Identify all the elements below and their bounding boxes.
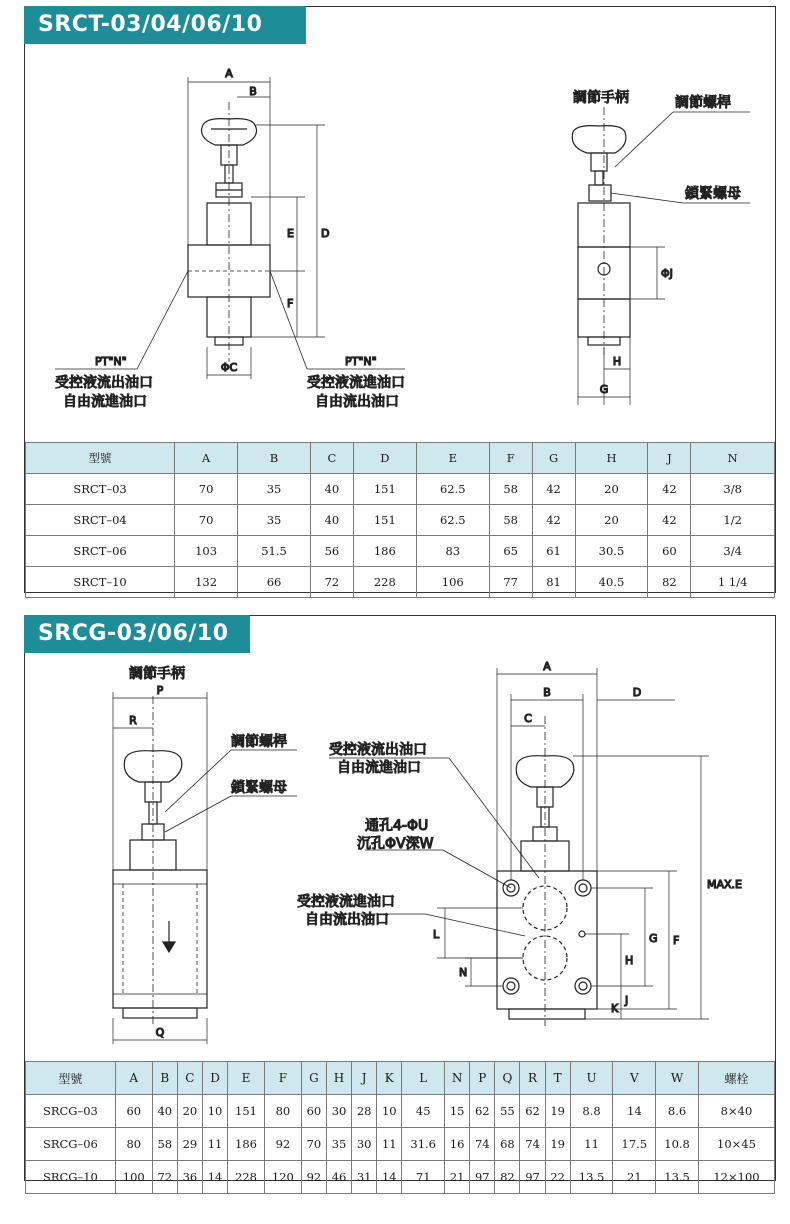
table-cell: 72 <box>152 1161 177 1194</box>
table-cell: 16 <box>445 1128 470 1161</box>
table-cell: 11 <box>202 1128 227 1161</box>
table-cell: 120 <box>264 1161 301 1194</box>
table-cell: 66 <box>238 567 311 598</box>
table-cell: 100 <box>115 1161 152 1194</box>
table-cell: 70 <box>175 474 238 505</box>
table-cell: 80 <box>115 1128 152 1161</box>
table-cell: 103 <box>175 536 238 567</box>
table-cell: 60 <box>301 1095 326 1128</box>
dim-a-label: A <box>225 67 233 80</box>
table-cell: 82 <box>648 567 691 598</box>
label-in-port-2: 自由流出油口 <box>305 912 389 928</box>
column-header: E <box>416 443 489 474</box>
table-cell: 14 <box>613 1095 656 1128</box>
column-header: A <box>115 1062 152 1095</box>
table-cell: 151 <box>353 505 416 536</box>
table-cell: 30.5 <box>575 536 648 567</box>
table-cell: 42 <box>532 474 575 505</box>
table-row <box>26 567 775 598</box>
dim-l-label: L <box>433 928 440 941</box>
table-cell: 20 <box>177 1095 202 1128</box>
dim-q-label: Q <box>155 1026 165 1039</box>
table-cell: 29 <box>177 1128 202 1161</box>
table-cell: 40.5 <box>575 567 648 598</box>
dim-c-label: ΦC <box>220 361 238 374</box>
srcg-spec-table <box>25 1061 775 1194</box>
table-cell: SRCG–06 <box>26 1128 116 1161</box>
dim-h-label: H <box>612 355 622 368</box>
table-cell: 14 <box>202 1161 227 1194</box>
table-cell: 22 <box>545 1161 570 1194</box>
table-cell: 60 <box>648 536 691 567</box>
table-cell: 15 <box>445 1095 470 1128</box>
label-out-port-2: 自由流進油口 <box>337 760 421 776</box>
table-cell: 45 <box>402 1095 445 1128</box>
label-screw: 調節螺桿 <box>231 734 287 750</box>
column-header: 螺栓 <box>698 1062 774 1095</box>
srct-side-view <box>572 107 750 405</box>
srcg-title: SRCG-03/06/10 <box>24 615 250 653</box>
table-cell: 8×40 <box>698 1095 774 1128</box>
table-cell: 19 <box>545 1095 570 1128</box>
table-cell: 40 <box>311 505 354 536</box>
label-pt-left: PT"N" <box>95 355 127 368</box>
dim-maxe-label: MAX.E <box>707 878 742 891</box>
table-cell: 3/4 <box>691 536 775 567</box>
table-cell: 36 <box>177 1161 202 1194</box>
label-through-hole: 通孔4-ΦU <box>365 818 429 834</box>
table-cell: 62.5 <box>416 505 489 536</box>
table-cell: 51.5 <box>238 536 311 567</box>
table-cell: 20 <box>575 474 648 505</box>
srct-drawing <box>25 7 775 442</box>
table-cell: 1/2 <box>691 505 775 536</box>
label-handle: 調節手柄 <box>129 666 185 682</box>
table-cell: 46 <box>326 1161 351 1194</box>
table-cell: 151 <box>228 1095 265 1128</box>
table-cell: 97 <box>470 1161 495 1194</box>
table-cell: 31 <box>352 1161 377 1194</box>
column-header: D <box>202 1062 227 1095</box>
table-header-row <box>26 1062 775 1095</box>
table-cell: 62 <box>470 1095 495 1128</box>
column-header: F <box>264 1062 301 1095</box>
dim-f-label: F <box>673 934 680 947</box>
srct-front-view <box>55 77 405 379</box>
table-cell: 40 <box>311 474 354 505</box>
table-cell: 42 <box>648 474 691 505</box>
table-cell: 132 <box>175 567 238 598</box>
column-header: C <box>311 443 354 474</box>
table-row <box>26 474 775 505</box>
dim-p-label: P <box>156 684 164 697</box>
table-cell: 8.8 <box>570 1095 613 1128</box>
table-cell: 106 <box>416 567 489 598</box>
table-header-row <box>26 443 775 474</box>
table-cell: 71 <box>402 1161 445 1194</box>
column-header: D <box>353 443 416 474</box>
column-header: B <box>152 1062 177 1095</box>
table-cell: 83 <box>416 536 489 567</box>
table-cell: 21 <box>613 1161 656 1194</box>
dim-a-label: A <box>543 660 551 673</box>
dim-g-label: G <box>649 932 658 945</box>
column-header: G <box>301 1062 326 1095</box>
table-cell: 42 <box>532 505 575 536</box>
table-cell: 62.5 <box>416 474 489 505</box>
table-cell: 1 1/4 <box>691 567 775 598</box>
table-cell: 55 <box>495 1095 520 1128</box>
column-header: J <box>648 443 691 474</box>
table-cell: 31.6 <box>402 1128 445 1161</box>
table-cell: 65 <box>489 536 532 567</box>
dim-g-label: G <box>599 383 609 396</box>
table-row <box>26 505 775 536</box>
column-header: F <box>489 443 532 474</box>
table-cell: SRCT–04 <box>26 505 175 536</box>
table-cell: 30 <box>352 1128 377 1161</box>
table-cell: 151 <box>353 474 416 505</box>
handle-icon <box>572 126 626 153</box>
table-cell: SRCT–10 <box>26 567 175 598</box>
table-cell: 30 <box>326 1095 351 1128</box>
table-cell: 58 <box>489 505 532 536</box>
table-cell: 13.5 <box>570 1161 613 1194</box>
dim-e-label: E <box>287 227 294 240</box>
label-nut: 鎖緊螺母 <box>231 780 287 796</box>
table-cell: 28 <box>352 1095 377 1128</box>
table-row <box>26 536 775 567</box>
column-header: L <box>402 1062 445 1095</box>
table-cell: 70 <box>301 1128 326 1161</box>
table-cell: 10 <box>377 1095 402 1128</box>
table-row <box>26 1128 775 1161</box>
column-header: U <box>570 1062 613 1095</box>
table-cell: 11 <box>377 1128 402 1161</box>
table-cell: 35 <box>238 474 311 505</box>
column-header: E <box>228 1062 265 1095</box>
table-cell: 8.6 <box>656 1095 699 1128</box>
table-cell: 58 <box>152 1128 177 1161</box>
srcg-panel <box>24 615 776 1184</box>
column-header: Q <box>495 1062 520 1095</box>
table-cell: 56 <box>311 536 354 567</box>
table-cell: 10 <box>202 1095 227 1128</box>
table-cell: 60 <box>115 1095 152 1128</box>
dim-j-label: J <box>625 994 629 1007</box>
dim-j-label: ΦJ <box>661 267 673 280</box>
table-cell: 61 <box>532 536 575 567</box>
table-cell: 72 <box>311 567 354 598</box>
table-cell: 40 <box>152 1095 177 1128</box>
dim-n-label: N <box>459 966 468 979</box>
table-row <box>26 1161 775 1194</box>
srct-panel <box>24 6 776 593</box>
table-cell: 68 <box>495 1128 520 1161</box>
dim-d-label: D <box>321 227 330 240</box>
table-cell: 11 <box>570 1128 613 1161</box>
dim-b-label: B <box>543 686 551 699</box>
table-cell: 10×45 <box>698 1128 774 1161</box>
column-header: K <box>377 1062 402 1095</box>
label-screw: 調節螺桿 <box>675 95 731 111</box>
srcg-drawing <box>25 616 775 1061</box>
table-cell: 70 <box>175 505 238 536</box>
table-cell: 21 <box>445 1161 470 1194</box>
dim-b-label: B <box>249 85 257 98</box>
column-header: 型號 <box>26 1062 116 1095</box>
table-cell: 35 <box>326 1128 351 1161</box>
table-cell: 80 <box>264 1095 301 1128</box>
column-header: P <box>470 1062 495 1095</box>
column-header: B <box>238 443 311 474</box>
column-header: T <box>545 1062 570 1095</box>
srct-title: SRCT-03/04/06/10 <box>24 6 306 44</box>
table-cell: 19 <box>545 1128 570 1161</box>
table-cell: 20 <box>575 505 648 536</box>
column-header: V <box>613 1062 656 1095</box>
table-cell: 42 <box>648 505 691 536</box>
table-cell: SRCT–03 <box>26 474 175 505</box>
table-cell: 81 <box>532 567 575 598</box>
column-header: G <box>532 443 575 474</box>
table-cell: 17.5 <box>613 1128 656 1161</box>
table-row <box>26 1095 775 1128</box>
label-pt-right: PT"N" <box>345 355 377 368</box>
column-header: C <box>177 1062 202 1095</box>
table-cell: 10.8 <box>656 1128 699 1161</box>
table-cell: 74 <box>520 1128 545 1161</box>
table-cell: 14 <box>377 1161 402 1194</box>
column-header: J <box>352 1062 377 1095</box>
column-header: N <box>445 1062 470 1095</box>
table-cell: 3/8 <box>691 474 775 505</box>
table-cell: 97 <box>520 1161 545 1194</box>
dim-f-label: F <box>287 297 294 310</box>
table-cell: 186 <box>353 536 416 567</box>
table-cell: SRCG–10 <box>26 1161 116 1194</box>
label-right-port-1: 受控液流進油口 <box>307 375 405 391</box>
table-cell: 92 <box>301 1161 326 1194</box>
table-cell: 92 <box>264 1128 301 1161</box>
table-cell: SRCT–06 <box>26 536 175 567</box>
label-nut: 鎖緊螺母 <box>685 186 741 202</box>
table-cell: 62 <box>520 1095 545 1128</box>
column-header: 型號 <box>26 443 175 474</box>
label-counterbore: 沉孔ΦV深W <box>357 836 434 852</box>
column-header: H <box>575 443 648 474</box>
label-left-port-1: 受控液流出油口 <box>55 375 153 391</box>
dim-c-label: C <box>524 712 532 725</box>
table-cell: 77 <box>489 567 532 598</box>
label-out-port-1: 受控液流出油口 <box>329 742 427 758</box>
table-cell: SRCG–03 <box>26 1095 116 1128</box>
table-cell: 228 <box>228 1161 265 1194</box>
dim-r-label: R <box>129 714 137 727</box>
label-in-port-1: 受控液流進油口 <box>297 894 395 910</box>
table-cell: 12×100 <box>698 1161 774 1194</box>
table-cell: 74 <box>470 1128 495 1161</box>
label-left-port-2: 自由流進油口 <box>63 394 147 410</box>
dim-k-label: K <box>611 1002 619 1015</box>
column-header: N <box>691 443 775 474</box>
dim-h-label: H <box>625 954 634 967</box>
column-header: H <box>326 1062 351 1095</box>
column-header: R <box>520 1062 545 1095</box>
column-header: W <box>656 1062 699 1095</box>
dim-d-label: D <box>632 686 642 699</box>
label-handle: 調節手柄 <box>573 90 629 106</box>
column-header: A <box>175 443 238 474</box>
srct-spec-table <box>25 442 775 598</box>
table-cell: 228 <box>353 567 416 598</box>
table-cell: 35 <box>238 505 311 536</box>
table-cell: 82 <box>495 1161 520 1194</box>
table-cell: 58 <box>489 474 532 505</box>
table-cell: 13.5 <box>656 1161 699 1194</box>
table-cell: 186 <box>228 1128 265 1161</box>
label-right-port-2: 自由流出油口 <box>315 394 399 410</box>
